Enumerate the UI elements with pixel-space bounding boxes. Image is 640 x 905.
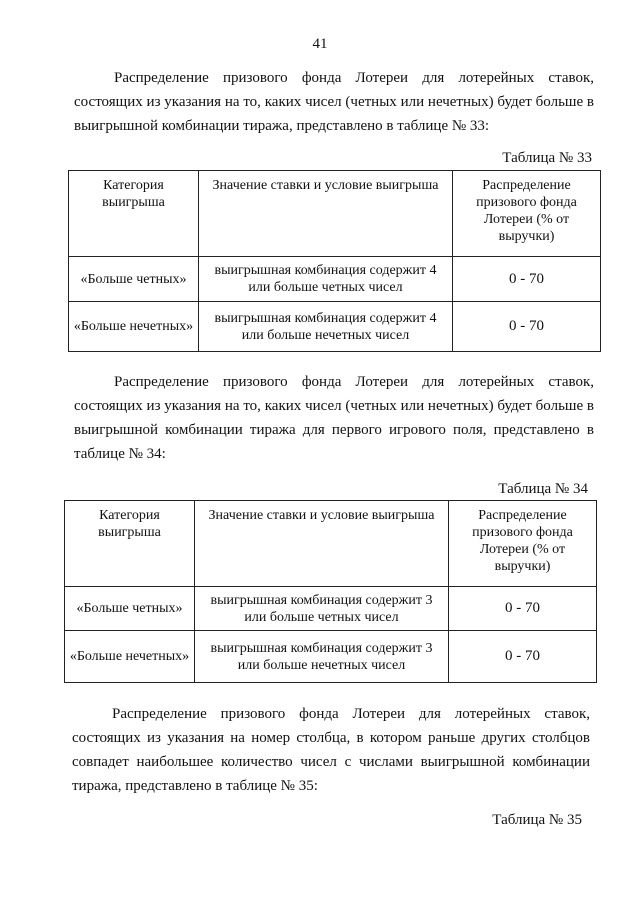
table-header-row — [69, 171, 601, 257]
cell-distribution: 0 - 70 — [449, 631, 597, 683]
table-34-caption: Таблица № 34 — [498, 481, 588, 497]
header-condition: Значение ставки и условие выигрыша — [195, 501, 449, 587]
cell-distribution: 0 - 70 — [453, 257, 601, 302]
header-condition: Значение ставки и условие выигрыша — [199, 171, 453, 257]
header-distribution: Распределение призового фонда Лотереи (% от выручки) — [453, 171, 601, 257]
table-row — [69, 257, 601, 302]
page-number: 41 — [312, 36, 328, 52]
cell-distribution: 0 - 70 — [453, 302, 601, 352]
paragraph-table-34-intro: Распределение призового фонда Лотереи для лотерейных ставок, состоящих из указания на то, каких чисел (четных или нечетных) будет больше в выигрышной комбинации тиража для первого игрового поля, представлено в таблице № 34: — [74, 374, 594, 462]
table-33 — [68, 170, 601, 352]
cell-distribution: 0 - 70 — [449, 587, 597, 631]
table-33-caption: Таблица № 33 — [502, 150, 592, 166]
header-distribution: Распределение призового фонда Лотереи (% от выручки) — [449, 501, 597, 587]
table-row — [69, 302, 601, 352]
cell-condition: выигрышная комбинация содержит 4 или больше нечетных чисел — [199, 302, 453, 352]
paragraph-table-33-intro: Распределение призового фонда Лотереи для лотерейных ставок, состоящих из указания на то, каких чисел (четных или нечетных) будет больше в выигрышной комбинации тиража, представлено в таблице № 33: — [74, 70, 594, 134]
cell-category: «Больше нечетных» — [69, 302, 199, 352]
table-header-row — [65, 501, 597, 587]
table-35-caption: Таблица № 35 — [492, 812, 582, 828]
cell-condition: выигрышная комбинация содержит 4 или больше четных чисел — [199, 257, 453, 302]
cell-category: «Больше нечетных» — [65, 631, 195, 683]
header-category: Категория выигрыша — [65, 501, 195, 587]
table-row — [65, 587, 597, 631]
cell-condition: выигрышная комбинация содержит 3 или больше нечетных чисел — [195, 631, 449, 683]
cell-condition: выигрышная комбинация содержит 3 или больше четных чисел — [195, 587, 449, 631]
table-row — [65, 631, 597, 683]
paragraph-table-35-intro: Распределение призового фонда Лотереи для лотерейных ставок, состоящих из указания на номер столбца, в котором раньше других столбцов совпадет наибольшее количество чисел с числами выигрышной комбинации тиража, представлено в таблице № 35: — [72, 706, 590, 794]
cell-category: «Больше четных» — [69, 257, 199, 302]
cell-category: «Больше четных» — [65, 587, 195, 631]
header-category: Категория выигрыша — [69, 171, 199, 257]
table-34 — [64, 500, 597, 683]
